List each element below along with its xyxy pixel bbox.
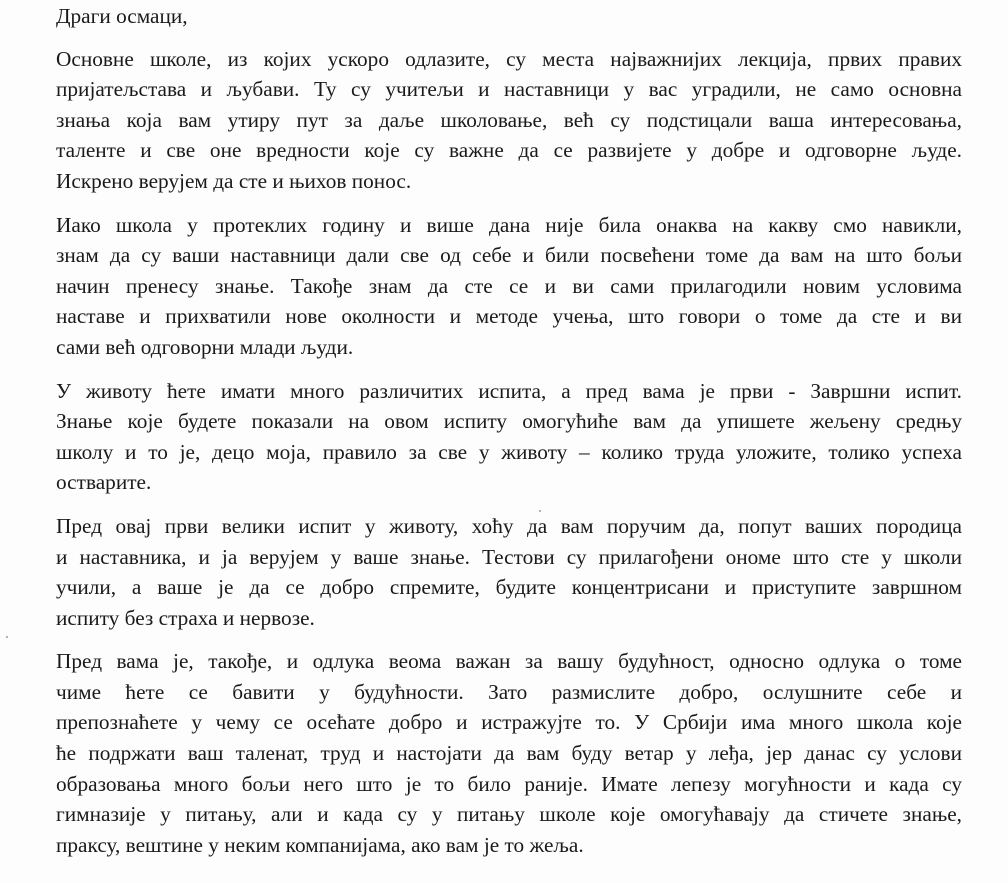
paragraph-line: Основне школе, из којих ускоро одлазите, су места најважнијих лекција, првих правих [56,46,962,71]
letter-body [56,1,962,873]
paragraph-line: пријатељстава и љубави. Ту су учитељи и наставници у вас уградили, не само основна [56,77,962,102]
letter-paragraph [56,376,962,498]
paragraph-line: начин пренесу знање. Такође знам да сте се и ви сами прилагодили новим условима [56,273,962,298]
paragraph-line: испиту без страха и нервозе. [56,605,315,630]
paragraph-line: сами већ одговорни млади људи. [56,334,354,359]
paragraph-line: чиме ћете се бавити у будућности. Зато размислите добро, ослушните себе и [56,679,962,704]
paragraph-line: Пред овај први велики испит у животу, хоћу да вам поручим да, попут ваших породица [56,513,962,538]
paragraph-line: препознаћете у чему се осећате добро и истражујте то. У Србији има много школа које [56,710,962,735]
paragraph-line: наставе и прихватили нове околности и методе учења, што говори о томе да сте и ви [56,304,962,329]
paragraph-line: праксу, вештине у неким компанијама, ако вам је то жеља. [56,832,584,857]
paragraph-line: Иако школа у протеклих годину и више дана није била онаква на какву смо навикли, [56,212,962,237]
scan-speck [539,510,541,512]
paragraph-line: таленте и све оне вредности које су важне да се развијете у добре и одговорне људе. [56,138,962,163]
paragraph-line: образовања много бољи него што је то било раније. Имате лепезу могућности и када су [56,771,962,796]
letter-paragraph [56,44,962,197]
paragraph-line: ће подржати ваш таленат, труд и настојати да вам буду ветар у леђа, јер данас су услови [56,741,962,766]
paragraph-line: гимназије у питању, али и када су у питању школе које омогућавају да стичете знање, [56,802,962,827]
paragraph-line: остварите. [56,470,152,495]
paragraph-line: Пред вама је, такође, и одлука веома важан за вашу будућност, односно одлука о томе [56,649,962,674]
salutation: Драги осмаци, [56,4,188,28]
paragraph-line: знам да су ваши наставници дали све од себе и били посвећени томе да вам на што бољи [56,243,962,268]
paragraph-line: знања која вам утиру пут за даље школовање, већ су подстицали ваша интересовања, [56,107,962,132]
letter-paragraph [56,511,962,633]
paragraph-line: Знање које будете показали на овом испиту омогућиће вам да упишете жељену средњу [56,409,962,434]
paragraph-line: У животу ћете имати много различитих испита, а пред вама је први - Завршни испит. [56,378,962,403]
letter-paragraph [56,646,962,860]
paragraph-line: Искрено верујем да сте и њихов понос. [56,168,412,193]
letter-paragraph [56,210,962,363]
paragraph-line: школу и то је, децо моја, правило за све у животу – колико труда уложите, толико успеха [56,439,962,464]
scan-speck [6,636,8,638]
paragraph-line: учили, а ваше је да се добро спремите, будите концентрисани и приступите завршном [56,575,962,600]
letter-paragraphs [56,44,962,861]
paragraph-line: и наставника, и ја верујем у ваше знање. Тестови су прилагођени ономе што сте у школи [56,544,962,569]
